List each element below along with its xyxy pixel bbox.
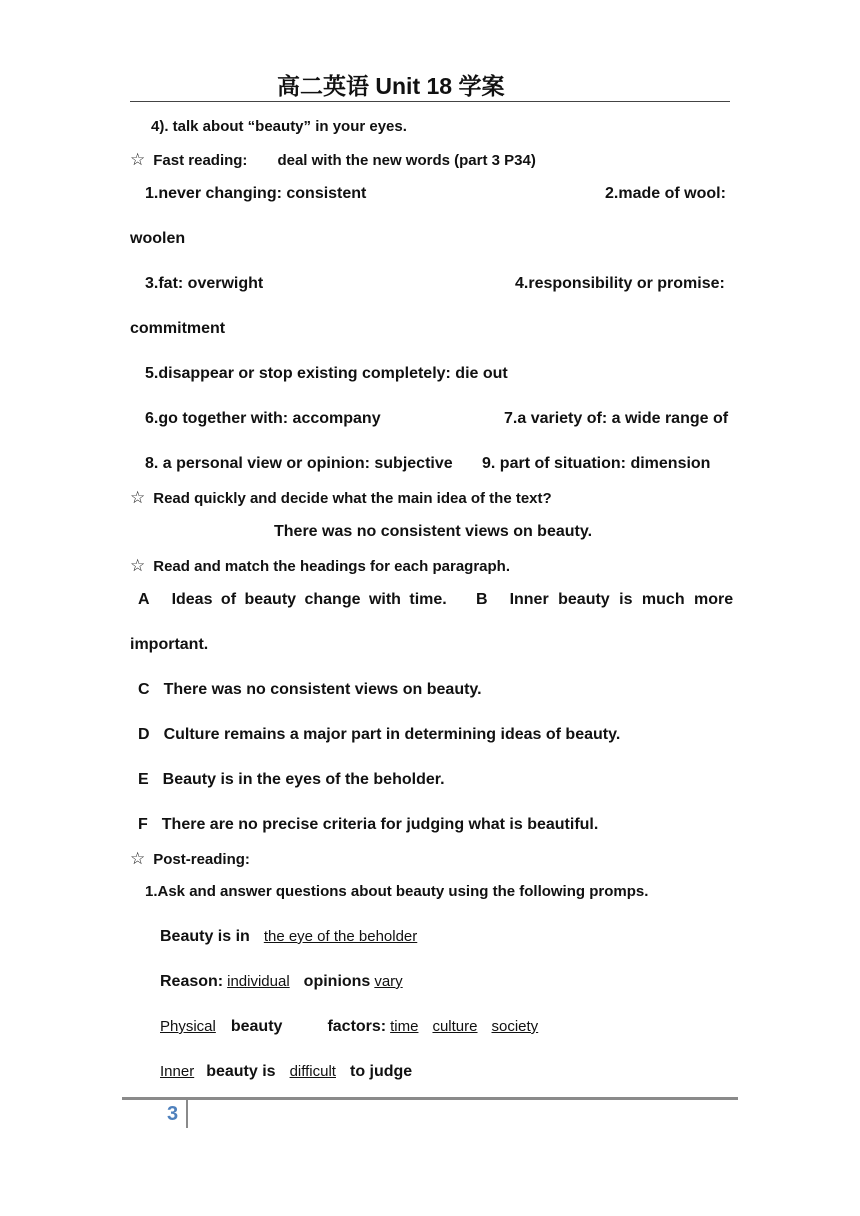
filled-blank: Inner bbox=[160, 1063, 195, 1080]
vocab-item-3: 3.fat: overwight bbox=[145, 275, 264, 292]
vocab-item-4: 4.responsibility or promise: bbox=[515, 275, 725, 292]
prompt-text: Reason: bbox=[160, 973, 224, 990]
main-idea-heading bbox=[130, 488, 552, 508]
heading-b-continued: important. bbox=[130, 636, 209, 653]
footer-divider bbox=[186, 1098, 188, 1128]
heading-letter: D bbox=[138, 726, 150, 743]
prompt-text: beauty is bbox=[206, 1063, 276, 1080]
headings-instruction-text: Read and match the headings for each paragraph. bbox=[153, 558, 510, 575]
prompt-text: factors: bbox=[327, 1018, 387, 1035]
fast-reading-task: deal with the new words (part 3 P34) bbox=[277, 152, 536, 169]
heading-text: Culture remains a major part in determining ideas of beauty. bbox=[163, 726, 621, 743]
filled-blank: the eye of the beholder bbox=[263, 928, 418, 945]
vocab-item-5: 5.disappear or stop existing completely: die out bbox=[145, 365, 508, 382]
prompt-text: to judge bbox=[349, 1063, 413, 1080]
heading-letter: C bbox=[138, 681, 150, 698]
footer-rule bbox=[122, 1097, 738, 1100]
filled-blank: vary bbox=[374, 973, 403, 990]
heading-a bbox=[138, 591, 447, 609]
filled-blank: Physical bbox=[160, 1018, 216, 1035]
prompt-line-4 bbox=[160, 1063, 412, 1081]
page-title: 高二英语 Unit 18 学案 bbox=[277, 73, 505, 99]
star-icon: ☆ bbox=[130, 849, 146, 869]
header-rule bbox=[130, 101, 730, 102]
prompt-line-3 bbox=[160, 1018, 538, 1036]
heading-text: There are no precise criteria for judging what is beautiful. bbox=[161, 816, 599, 833]
heading-d bbox=[138, 726, 620, 744]
filled-blank: culture bbox=[432, 1018, 478, 1035]
vocab-item-2-continued: woolen bbox=[130, 230, 186, 247]
post-reading-task: 1.Ask and answer questions about beauty using the following promps. bbox=[145, 883, 649, 900]
heading-text: Beauty is in the eyes of the beholder. bbox=[162, 771, 445, 788]
main-idea-question: Read quickly and decide what the main idea of the text? bbox=[153, 490, 552, 507]
fast-reading-heading bbox=[130, 150, 536, 170]
heading-letter: B bbox=[476, 591, 488, 608]
prompt-line-1 bbox=[160, 928, 417, 946]
prompt-text: beauty bbox=[230, 1018, 283, 1035]
heading-letter: E bbox=[138, 771, 149, 788]
star-icon: ☆ bbox=[130, 150, 146, 170]
heading-b bbox=[476, 591, 733, 609]
main-idea-answer: There was no consistent views on beauty. bbox=[274, 523, 593, 540]
vocab-item-2: 2.made of wool: bbox=[605, 185, 726, 202]
filled-blank: society bbox=[491, 1018, 539, 1035]
filled-blank: difficult bbox=[289, 1063, 336, 1080]
heading-text: Inner beauty is much more bbox=[509, 591, 734, 608]
heading-c bbox=[138, 681, 482, 699]
prompt-line-2 bbox=[160, 973, 403, 991]
vocab-item-7: 7.a variety of: a wide range of bbox=[504, 410, 729, 427]
filled-blank: time bbox=[390, 1018, 419, 1035]
intro-item-4: 4). talk about “beauty” in your eyes. bbox=[151, 118, 407, 135]
prompt-text: Beauty is in bbox=[160, 928, 250, 945]
post-reading-label: Post-reading: bbox=[153, 851, 250, 868]
star-icon: ☆ bbox=[130, 488, 146, 508]
page-number: 3 bbox=[167, 1103, 179, 1125]
vocab-item-1: 1.never changing: consistent bbox=[145, 185, 367, 202]
vocab-item-8: 8. a personal view or opinion: subjective bbox=[145, 455, 453, 472]
heading-text: There was no consistent views on beauty. bbox=[163, 681, 482, 698]
heading-letter: A bbox=[138, 591, 150, 608]
heading-e bbox=[138, 771, 445, 789]
heading-text: Ideas of beauty change with time. bbox=[171, 591, 447, 608]
filled-blank: individual bbox=[227, 973, 290, 990]
headings-instruction bbox=[130, 556, 510, 576]
vocab-item-4-continued: commitment bbox=[130, 320, 226, 337]
post-reading-heading bbox=[130, 849, 250, 869]
heading-letter: F bbox=[138, 816, 148, 833]
prompt-text: opinions bbox=[303, 973, 371, 990]
vocab-item-9: 9. part of situation: dimension bbox=[482, 455, 711, 472]
star-icon: ☆ bbox=[130, 556, 146, 576]
heading-f bbox=[138, 816, 598, 834]
vocab-item-6: 6.go together with: accompany bbox=[145, 410, 381, 427]
fast-reading-label: Fast reading: bbox=[153, 152, 248, 169]
